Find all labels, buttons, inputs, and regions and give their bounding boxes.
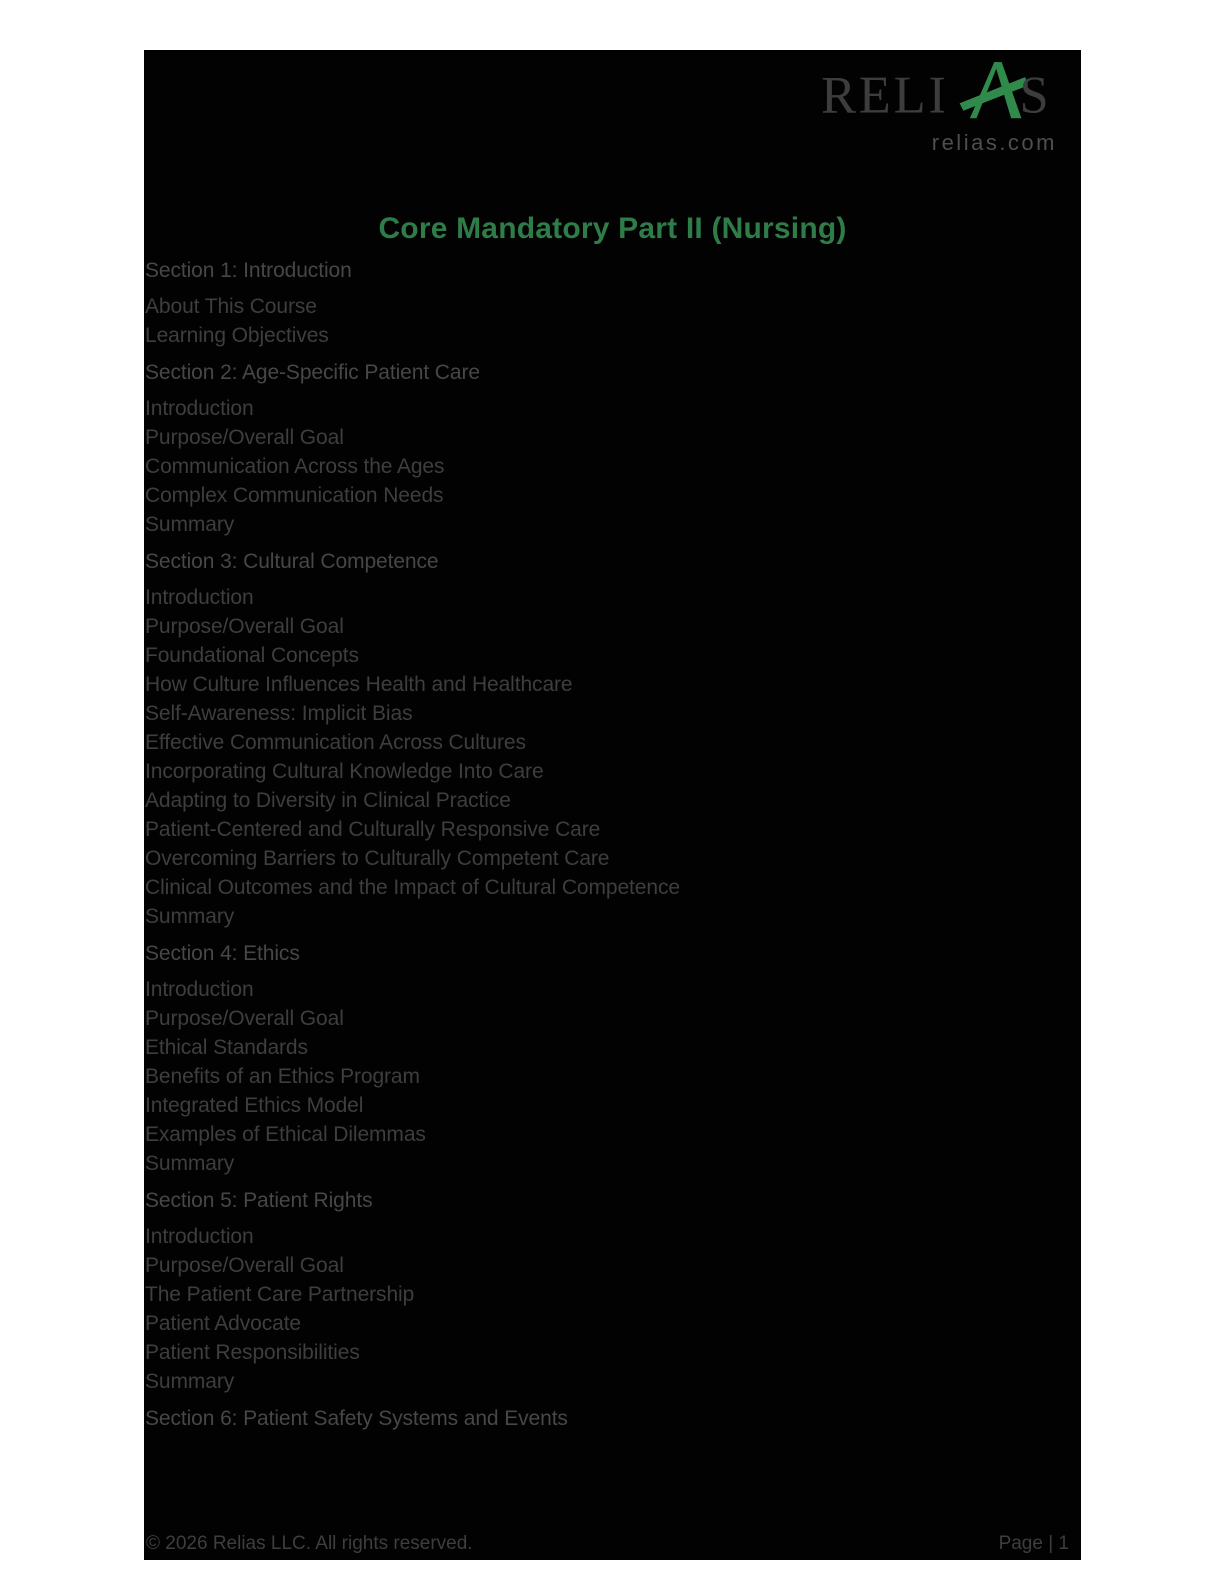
toc-item: Learning Objectives: [145, 324, 329, 347]
toc-section-heading: Section 3: Cultural Competence: [145, 550, 439, 573]
page-title: Core Mandatory Part II (Nursing): [378, 212, 847, 245]
toc-item: Patient Responsibilities: [145, 1341, 360, 1364]
copyright-text: © 2026 Relias LLC. All rights reserved.: [146, 1533, 473, 1554]
toc-item: Purpose/Overall Goal: [145, 1254, 344, 1277]
toc-item: Introduction: [145, 1225, 254, 1248]
toc-item: Introduction: [145, 397, 254, 420]
toc-item: Self-Awareness: Implicit Bias: [145, 702, 413, 725]
toc-item: Introduction: [145, 978, 254, 1001]
toc-item: Adapting to Diversity in Clinical Practice: [145, 789, 511, 812]
logo-text-prefix: RELI: [821, 66, 949, 125]
toc-item: Summary: [145, 1152, 235, 1175]
toc-item: Purpose/Overall Goal: [145, 1007, 344, 1030]
page-footer: [146, 1533, 1069, 1555]
document-page: [144, 50, 1081, 1560]
toc-item: Ethical Standards: [145, 1036, 308, 1059]
relias-logo: [821, 60, 1057, 156]
toc-item: Examples of Ethical Dilemmas: [145, 1123, 426, 1146]
logo-stylized-a-icon: [960, 62, 1028, 118]
toc-item: Communication Across the Ages: [145, 455, 445, 478]
toc-section-heading: Section 4: Ethics: [145, 942, 300, 965]
toc-item: Foundational Concepts: [145, 644, 359, 667]
toc-item: Clinical Outcomes and the Impact of Cultural Competence: [145, 876, 680, 899]
site-url: relias.com: [931, 130, 1057, 155]
toc-item: The Patient Care Partnership: [145, 1283, 415, 1306]
toc-section-heading: Section 1: Introduction: [145, 259, 352, 282]
toc-item: Effective Communication Across Cultures: [145, 731, 526, 754]
toc-item: Introduction: [145, 586, 254, 609]
toc-section-heading: Section 6: Patient Safety Systems and Events: [145, 1407, 568, 1430]
toc-item: Incorporating Cultural Knowledge Into Care: [145, 760, 544, 783]
logo-text-suffix: S: [1019, 66, 1049, 125]
toc-item: Complex Communication Needs: [145, 484, 444, 507]
toc-item: Purpose/Overall Goal: [145, 615, 344, 638]
toc-item: Benefits of an Ethics Program: [145, 1065, 420, 1088]
toc-item: Patient-Centered and Culturally Responsive Care: [145, 818, 601, 841]
relias-logo-icon: [821, 60, 1057, 126]
page-number: Page | 1: [998, 1533, 1069, 1554]
toc-item: Summary: [145, 1370, 235, 1393]
toc-item: About This Course: [145, 295, 317, 318]
toc-item: Integrated Ethics Model: [145, 1094, 364, 1117]
toc-item: Overcoming Barriers to Culturally Competent Care: [145, 847, 610, 870]
toc-item: Summary: [145, 513, 235, 536]
toc-section-heading: Section 2: Age-Specific Patient Care: [145, 361, 480, 384]
toc-item: Patient Advocate: [145, 1312, 302, 1335]
toc-item: How Culture Influences Health and Healthcare: [145, 673, 573, 696]
toc-item: Purpose/Overall Goal: [145, 426, 344, 449]
toc-section-heading: Section 5: Patient Rights: [145, 1189, 373, 1212]
toc-item: Summary: [145, 905, 235, 928]
toc: [145, 256, 1071, 1440]
